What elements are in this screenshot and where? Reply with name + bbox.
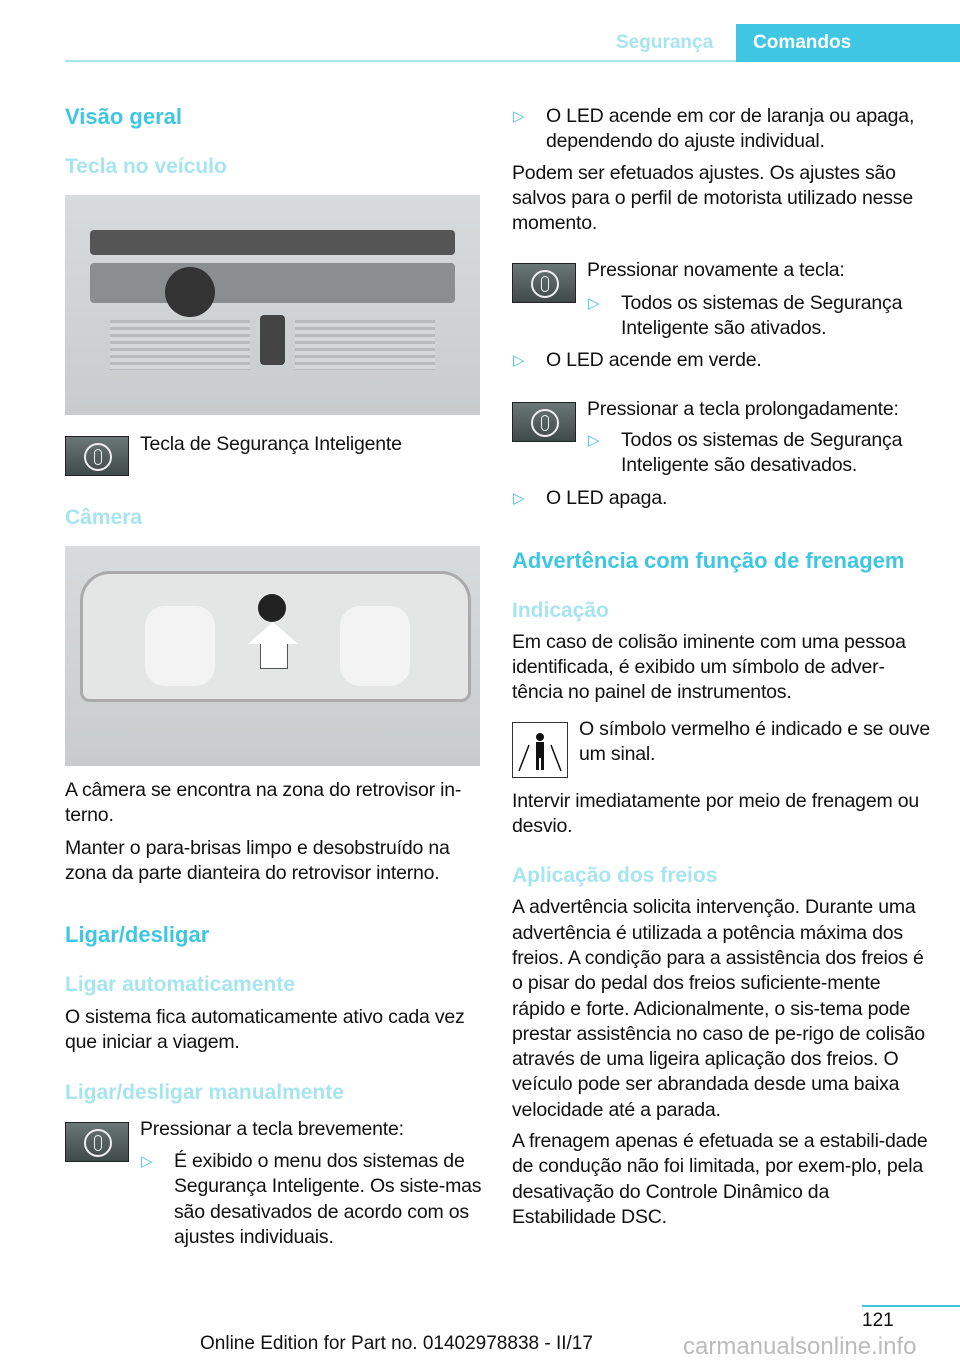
settings-paragraph: Podem ser efetuados ajustes. Os ajustes são salvos para o perfil de motorista utilizado nesse momento. [512, 161, 913, 235]
bullet-deactivated-item [587, 428, 932, 479]
pedestrian-warning-icon [512, 722, 568, 778]
bullet-icon: ▷ [513, 489, 525, 507]
intelligent-safety-button-icon [65, 1122, 129, 1162]
page-number: 121 [862, 1310, 894, 1331]
bullet-icon: ▷ [141, 1153, 153, 1171]
bullet-green-item [512, 348, 932, 373]
bullet-deactivated: Todos os sistemas de Segurança Inteligente são desativados. [621, 428, 903, 477]
bullet-off-item [512, 486, 932, 511]
chapter-label: Comandos [753, 32, 852, 53]
header-rule [65, 60, 736, 62]
brakes-paragraph-2: A frenagem apenas é efetuada se a estabili‐dade de condução não foi limitada, por exem‐plo, pela desativação do Controle Dinâmico da Estabilidade DSC. [512, 1130, 928, 1228]
press-long-row [512, 397, 932, 479]
indication-paragraph: Em caso de colisão iminente com uma pessoa identificada, é exibido um símbolo de adver‐tência no painel de instrumentos. [512, 630, 906, 704]
intelligent-safety-button-icon [512, 402, 576, 442]
heading-button: Tecla no veículo [65, 155, 227, 178]
bullet-green: O LED acende em verde. [546, 349, 762, 372]
bullet-icon: ▷ [588, 294, 600, 312]
manual-bullet-item [140, 1149, 485, 1250]
press-long: Pressionar a tecla prolongadamente: [587, 397, 899, 420]
manual-bullet: É exibido o menu dos sistemas de Segurança Inteligente. Os siste‐mas são desativados de acordo com os ajustes individuais. [174, 1150, 482, 1248]
heading-manual: Ligar/desligar manualmente [65, 1080, 344, 1104]
dashboard-photo [65, 195, 480, 415]
camera-photo [65, 546, 480, 766]
heading-indication: Indicação [512, 598, 609, 622]
intelligent-safety-button-icon [512, 263, 576, 303]
camera-paragraph-2: Manter o para-brisas limpo e desobstruído na zona da parte dianteira do retrovisor interno. [65, 836, 450, 884]
bullet-icon: ▷ [588, 431, 600, 449]
edition-note: Online Edition for Part no. 01402978838 - II/17 [200, 1333, 593, 1354]
button-caption: Tecla de Segurança Inteligente [140, 433, 402, 455]
red-symbol-text: O símbolo vermelho é indicado e se ouve um sinal. [579, 717, 930, 766]
right-column [512, 104, 932, 1230]
heading-brakes: Aplicação dos freios [512, 864, 718, 888]
heading-on-off: Ligar/desligar [65, 922, 210, 948]
heading-auto: Ligar automaticamente [65, 973, 295, 997]
press-again: Pressionar novamente a tecla: [587, 259, 845, 282]
section-label: Segurança [616, 32, 714, 53]
left-column [65, 104, 485, 1250]
camera-paragraph-1: A câmera se encontra na zona do retrovisor in‐terno. [65, 779, 462, 827]
bullet-activated: Todos os sistemas de Segurança Inteligente são ativados. [621, 291, 903, 340]
heading-overview: Visão geral [65, 104, 182, 129]
bullet-off: O LED apaga. [546, 486, 668, 509]
auto-paragraph: O sistema fica automaticamente ativo cada vez que iniciar a viagem. [65, 1006, 465, 1054]
bullet-activated-item [587, 291, 932, 342]
heading-camera: Câmera [65, 506, 143, 529]
button-caption-row [65, 432, 485, 476]
manual-press-row [65, 1117, 485, 1250]
bullet-led-orange-item [512, 104, 932, 155]
intelligent-safety-button-icon [65, 436, 129, 476]
press-again-row [512, 258, 932, 341]
bullet-icon: ▷ [513, 352, 525, 370]
footer-rule [862, 1305, 960, 1307]
bullet-icon: ▷ [513, 108, 525, 125]
brakes-paragraph-1: A advertência solicita intervenção. Durante uma advertência é utilizada a potência máxima dos freios. A condição para a assistência dos freios é o pisar do pedal dos freios suficiente‐mente rápido e forte. Adicionalmente, o sis‐tema pode prestar assistência no caso de pe‐rigo de colisão através de uma ligeira aplicação dos freios. O veículo pode ser abrandada desde uma baixa velocidade até a parada. [512, 896, 925, 1121]
watermark: carmanualsonline.info [683, 1333, 917, 1360]
manual-press: Pressionar a tecla brevemente: [140, 1117, 404, 1140]
red-symbol-row [512, 717, 932, 777]
heading-warning: Advertência com função de frenagem [512, 547, 905, 573]
intervene-paragraph: Intervir imediatamente por meio de frenagem ou desvio. [512, 789, 920, 838]
chapter-tab [736, 24, 960, 62]
bullet-led-orange: O LED acende em cor de laranja ou apaga, dependendo do ajuste individual. [546, 105, 915, 153]
